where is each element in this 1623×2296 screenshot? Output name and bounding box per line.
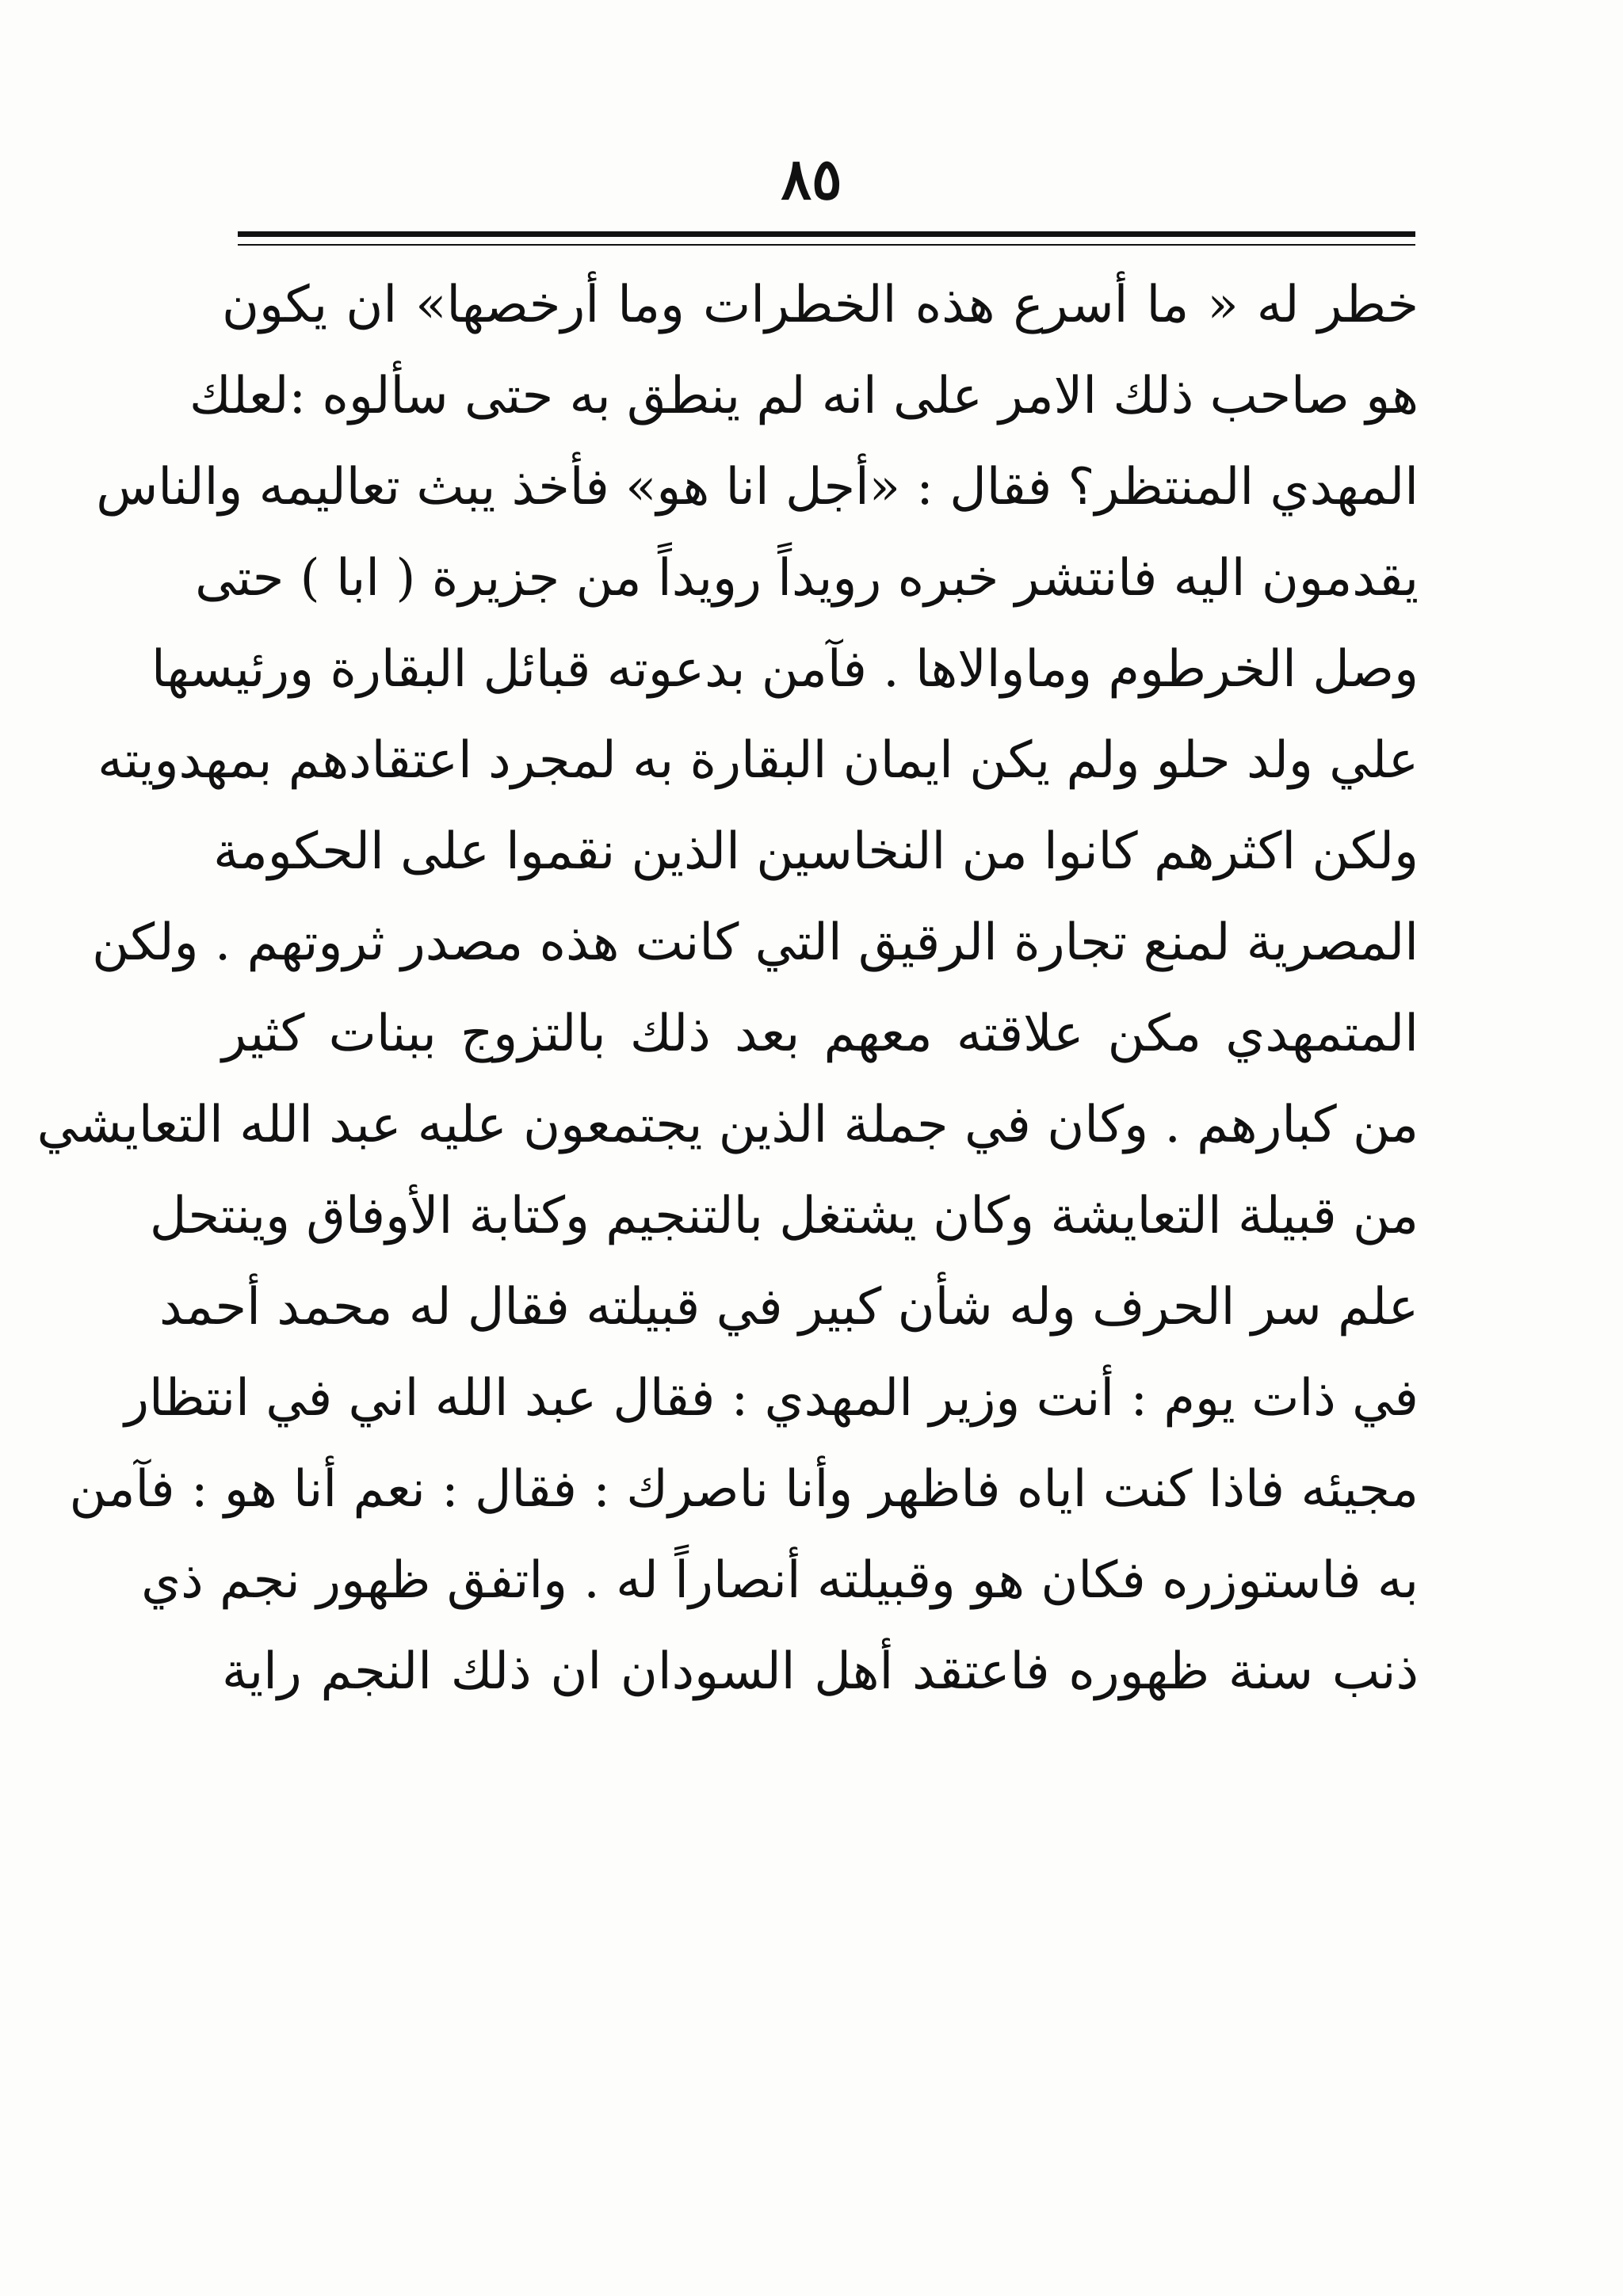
text-line: علم سر الحرف وله شأن كبير في قبيلته فقال له محمد أحمد [158, 1278, 1419, 1337]
text-body [36, 260, 1419, 1718]
text-line: المهدي المنتظر؟ فقال : «أجل انا هو» فأخذ يبث تعاليمه والناس [96, 458, 1419, 517]
text-line: من قبيلة التعايشة وكان يشتغل بالتنجيم وكتابة الأوفاق وينتحل [149, 1187, 1419, 1245]
text-line: خطر له « ما أسرع هذه الخطرات وما أرخصها» ان يكون [222, 276, 1419, 334]
header-rule-thin [238, 244, 1415, 246]
page-number: ٨٥ [781, 145, 842, 212]
text-line: من كبارهم . وكان في جملة الذين يجتمعون عليه عبد الله التعايشي [36, 1096, 1419, 1154]
text-line: به فاستوزره فكان هو وقبيلته أنصاراً له . واتفق ظهور نجم ذي [141, 1551, 1419, 1610]
text-line: علي ولد حلو ولم يكن ايمان البقارة به لمجرد اعتقادهم بمهدويته [97, 731, 1419, 790]
text-line: في ذات يوم : أنت وزير المهدي : فقال عبد الله اني في انتظار [124, 1369, 1419, 1428]
text-line: ولكن اكثرهم كانوا من النخاسين الذين نقموا على الحكومة [213, 822, 1419, 881]
text-line: ذنب سنة ظهوره فاعتقد أهل السودان ان ذلك النجم راية [222, 1642, 1419, 1701]
header-rule-thick [238, 231, 1415, 237]
text-line: المصرية لمنع تجارة الرقيق التي كانت هذه مصدر ثروتهم . ولكن [92, 913, 1419, 972]
text-line: المتمهدي مكن علاقته معهم بعد ذلك بالتزوج ببنات كثير [222, 1005, 1419, 1063]
text-line: مجيئه فاذا كنت اياه فاظهر وأنا ناصرك : فقال : نعم أنا هو : فآمن [69, 1460, 1419, 1519]
text-line: يقدمون اليه فانتشر خبره رويداً رويداً من جزيرة ( ابا ) حتى [195, 549, 1419, 608]
text-line: هو صاحب ذلك الامر على انه لم ينطق به حتى سألوه :لعلك [189, 367, 1419, 425]
text-line: وصل الخرطوم وماوالاها . فآمن بدعوته قبائل البقارة ورئيسها [151, 640, 1419, 699]
